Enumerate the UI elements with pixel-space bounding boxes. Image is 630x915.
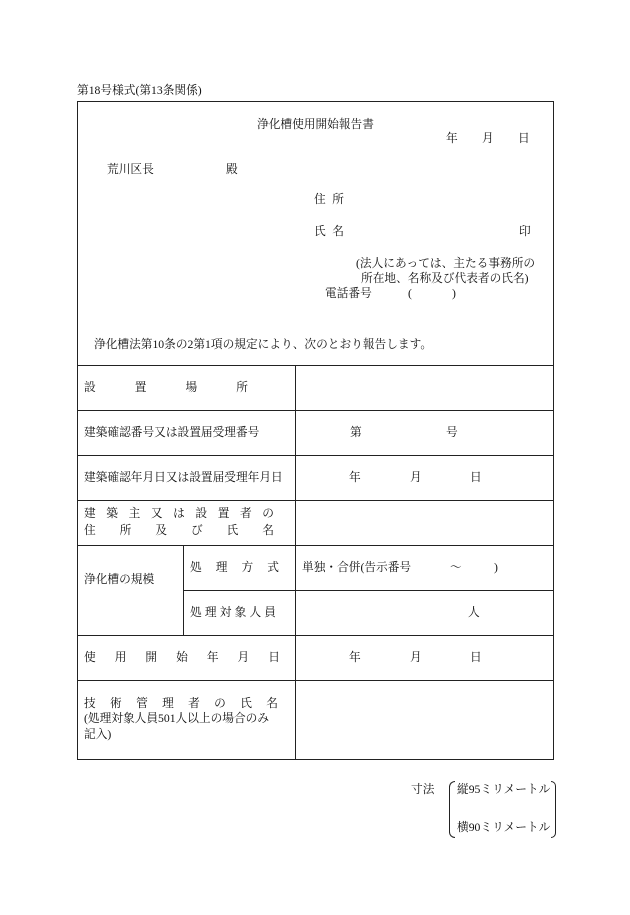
label-char: 住 — [84, 524, 96, 537]
addressee: 荒川区長 — [107, 163, 154, 176]
row-start-date — [77, 635, 554, 680]
label-char: 建 — [84, 507, 96, 520]
label-char: 氏 — [314, 225, 326, 238]
label-char: 用 — [114, 651, 127, 664]
confirmation-number-label-cell — [77, 410, 295, 455]
label-char: 理 — [215, 561, 228, 574]
label-char: 象 — [234, 606, 247, 619]
start-date-month: 月 — [410, 651, 422, 664]
label-char: の — [262, 507, 274, 520]
technical-manager-value-cell — [295, 680, 554, 760]
label-char: の — [214, 697, 226, 710]
technical-manager-label — [84, 697, 278, 711]
start-date-value-cell — [295, 635, 554, 680]
report-header — [77, 101, 554, 365]
label-char: 式 — [267, 561, 279, 574]
label-char: 名 — [266, 697, 278, 710]
treatment-persons-unit: 人 — [468, 606, 480, 619]
label-char: 員 — [264, 606, 276, 619]
installation-site-value-cell — [295, 365, 554, 410]
start-date-day: 日 — [470, 651, 482, 664]
label-char: 方 — [241, 561, 254, 574]
label-char: 所 — [332, 193, 344, 206]
label-char: 始 — [176, 651, 188, 664]
label-char: 設 — [84, 381, 96, 394]
label-char: 理 — [162, 697, 174, 710]
label-char: 術 — [110, 697, 122, 710]
phone-open-paren: ( — [408, 287, 412, 300]
label-char: 技 — [84, 697, 96, 710]
technical-manager-label-cell — [77, 680, 295, 760]
confirmation-date-month: 月 — [410, 471, 422, 484]
honorific: 殿 — [226, 163, 238, 176]
seal-mark: 印 — [519, 225, 531, 238]
label-char: 処 — [190, 606, 202, 619]
label-char: は — [173, 507, 185, 520]
label-char: 管 — [136, 697, 148, 710]
label-char: 氏 — [240, 697, 252, 710]
report-date-day: 日 — [518, 132, 530, 145]
label-char: 住 — [314, 193, 326, 206]
label-char: 所 — [236, 381, 248, 394]
treatment-method-value-cell — [295, 545, 554, 590]
label-char: 置 — [217, 507, 230, 520]
label-char: 日 — [268, 651, 280, 664]
label-char: 所 — [119, 524, 132, 537]
label-char: 理 — [204, 606, 217, 619]
report-date-month: 月 — [482, 132, 494, 145]
dimension-height: 縦95ミリメートル — [457, 783, 551, 796]
left-bracket — [449, 781, 455, 838]
label-char: 対 — [219, 606, 232, 619]
label-char: 又 — [150, 507, 163, 520]
treatment-method-label-cell — [183, 545, 295, 590]
label-char: 人 — [249, 606, 262, 619]
confirmation-number-suffix: 号 — [446, 426, 458, 439]
address-label — [314, 193, 344, 207]
confirmation-number-value-cell — [295, 410, 554, 455]
label-char: 場 — [185, 381, 198, 394]
form-title: 浄化槽使用開始報告書 — [257, 118, 374, 131]
treatment-persons-value-cell — [295, 590, 554, 635]
corporate-note-line-2: 所在地、名称及び代表者の氏名) — [361, 272, 529, 285]
confirmation-date-label: 建築確認年月日又は設置届受理年月日 — [84, 471, 283, 484]
confirmation-date-label-cell — [77, 455, 295, 500]
label-char: 主 — [128, 507, 141, 520]
label-char: 開 — [145, 651, 158, 664]
confirmation-date-value-cell — [295, 455, 554, 500]
start-date-label-cell — [77, 635, 295, 680]
row-installation-site — [77, 365, 554, 410]
label-char: 氏 — [226, 524, 239, 537]
phone-close-paren: ) — [452, 287, 456, 300]
row-technical-manager — [77, 680, 554, 760]
dimensions-label: 寸法 — [411, 783, 435, 796]
label-char: 者 — [188, 697, 200, 710]
report-date-year: 年 — [446, 132, 458, 145]
start-date-label — [84, 651, 280, 665]
tank-scale-label: 浄化槽の規模 — [84, 573, 155, 586]
label-char: 設 — [195, 507, 208, 520]
treatment-method-value-prefix: 単独・合併(告示番号 — [302, 561, 412, 574]
report-statement: 浄化槽法第10条の2第1項の規定により、次のとおり報告します。 — [94, 338, 433, 351]
row-confirmation-number — [77, 410, 554, 455]
row-owner — [77, 500, 554, 545]
owner-value-cell — [295, 500, 554, 545]
label-char: 名 — [332, 225, 344, 238]
dimension-width: 横90ミリメートル — [457, 821, 551, 834]
label-char: 置 — [134, 381, 147, 394]
tank-scale-label-cell — [77, 545, 183, 635]
label-char: 年 — [206, 651, 219, 664]
label-char: 使 — [84, 651, 96, 664]
phone-label: 電話番号 — [325, 287, 372, 300]
corporate-note-line-1: (法人にあっては、主たる事務所の — [356, 257, 536, 270]
owner-label-line-2 — [84, 524, 274, 538]
start-date-year: 年 — [349, 651, 361, 664]
confirmation-number-prefix: 第 — [350, 426, 362, 439]
label-char: 処 — [190, 561, 202, 574]
confirmation-number-label: 建築確認番号又は設置届受理番号 — [84, 426, 260, 439]
confirmation-date-day: 日 — [470, 471, 482, 484]
owner-label-line-1 — [84, 507, 274, 521]
treatment-method-label — [190, 561, 279, 575]
label-char: 築 — [106, 507, 118, 520]
treatment-persons-label — [190, 606, 276, 620]
label-char: 者 — [239, 507, 252, 520]
technical-manager-note-line-2: 記入) — [84, 728, 112, 741]
installation-site-label — [84, 381, 248, 395]
dimensions-note — [411, 781, 557, 839]
treatment-persons-label-cell — [183, 590, 295, 635]
right-bracket — [551, 781, 556, 838]
label-char: 名 — [262, 524, 274, 537]
label-char: 月 — [237, 651, 250, 664]
row-group-tank-scale — [77, 545, 554, 635]
label-char: び — [190, 524, 203, 537]
name-label — [314, 225, 344, 239]
label-char: 及 — [155, 524, 168, 537]
row-confirmation-date — [77, 455, 554, 500]
owner-label-cell — [77, 500, 295, 545]
installation-site-label-cell — [77, 365, 295, 410]
treatment-method-close-paren: ) — [494, 561, 498, 574]
technical-manager-note-line-1: (処理対象人員501人以上の場合のみ — [84, 712, 270, 725]
treatment-method-tilde: ～ — [450, 561, 462, 574]
confirmation-date-year: 年 — [349, 471, 361, 484]
form-number: 第18号様式(第13条関係) — [77, 84, 202, 97]
